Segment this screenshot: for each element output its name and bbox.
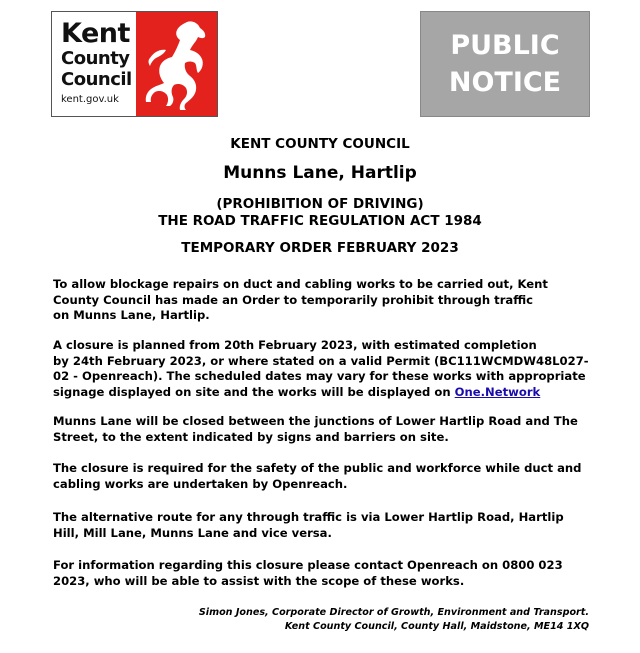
logo-word-council: Council <box>61 69 132 90</box>
text-line: Hill, Mill Lane, Munns Lane and vice versa. <box>53 525 332 540</box>
paragraph-diversion <box>53 510 593 541</box>
signature-line1: Simon Jones, Corporate Director of Growth, Environment and Transport. <box>198 607 589 618</box>
public-notice-badge <box>420 11 590 117</box>
text-line: Munns Lane will be closed between the junctions of Lower Hartlip Road and The <box>53 414 578 428</box>
paragraph-closure-dates <box>53 338 593 400</box>
text-fragment: signage displayed on site and the works will be displayed on <box>53 384 451 399</box>
logo-word-county: County <box>61 48 130 69</box>
paragraph-contact <box>53 558 593 589</box>
council-heading: KENT COUNTY COUNCIL <box>230 136 410 152</box>
road-title: Munns Lane, Hartlip <box>223 163 417 183</box>
text-line: For information regarding this closure please contact Openreach on 0800 023 <box>53 558 563 572</box>
text-line: 2023, who will be able to assist with the scope of these works. <box>53 573 465 588</box>
white-horse-icon <box>140 18 214 112</box>
text-line: The closure is required for the safety of the public and workforce while duct and <box>53 461 582 475</box>
paragraph-purpose <box>53 277 593 324</box>
logo-wordmark <box>52 12 136 116</box>
badge-line1: PUBLIC <box>450 29 560 61</box>
text-line: A closure is planned from 20th February 2023, with estimated completion <box>53 338 537 352</box>
signature-block <box>199 606 589 633</box>
signature-line2: Kent County Council, County Hall, Maidstone, ME14 1XQ <box>284 620 589 632</box>
text-line: County Council has made an Order to temporarily prohibit through traffic <box>53 292 534 307</box>
prohibition-line: (PROHIBITION OF DRIVING) <box>216 196 424 212</box>
text-line: cabling works are undertaken by Openreach. <box>53 476 348 491</box>
text-line: To allow blockage repairs on duct and cabling works to be carried out, Kent <box>53 277 548 291</box>
order-date: TEMPORARY ORDER FEBRUARY 2023 <box>181 240 459 256</box>
text-line: 02 - Openreach). The scheduled dates may vary for these works with appropriate <box>53 369 586 383</box>
text-line: by 24th February 2023, or where stated on a valid Permit (BC111WCMDW48L027- <box>53 353 589 368</box>
badge-line2: NOTICE <box>448 67 562 98</box>
paragraph-reason <box>53 461 593 492</box>
text-line: on Munns Lane, Hartlip. <box>53 308 210 322</box>
logo-red-panel <box>136 12 217 116</box>
order-type <box>0 196 640 230</box>
text-line: Street, to the extent indicated by signs and barriers on site. <box>53 429 449 444</box>
logo-url: kent.gov.uk <box>61 94 119 105</box>
text-line-with-link <box>53 385 593 401</box>
text-line: The alternative route for any through traffic is via Lower Hartlip Road, Hartlip <box>53 510 564 524</box>
act-line: THE ROAD TRAFFIC REGULATION ACT 1984 <box>158 213 482 229</box>
logo-word-kent: Kent <box>61 18 130 49</box>
kcc-logo <box>51 11 218 117</box>
paragraph-extent <box>53 414 593 445</box>
one-network-link[interactable]: One.Network <box>454 384 541 399</box>
